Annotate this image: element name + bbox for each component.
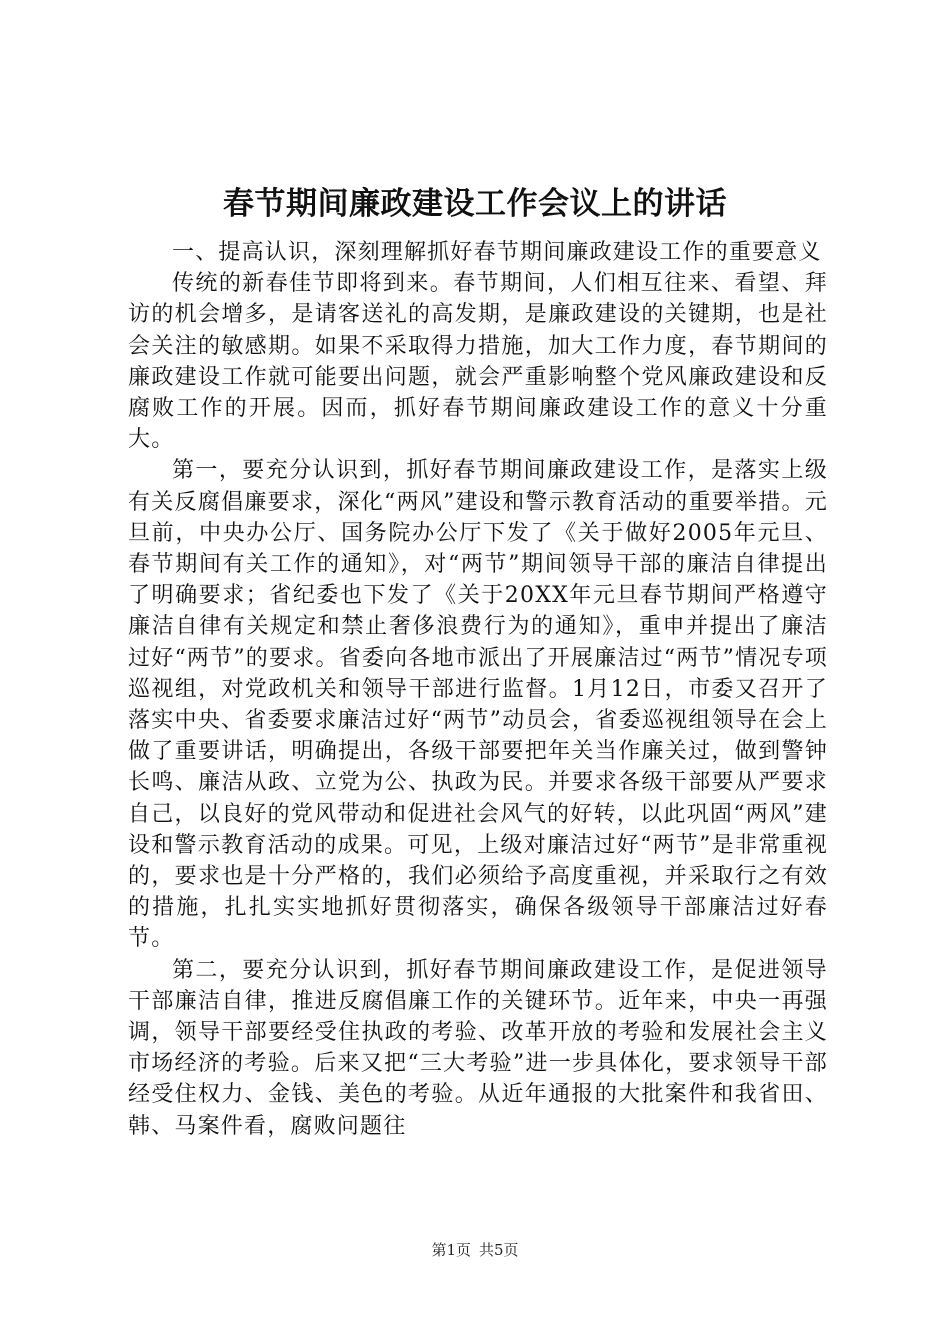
paragraph-intro: 传统的新春佳节即将到来。春节期间，人们相互往来、看望、拜访的机会增多，是请客送礼的高发期，是廉政建设的关键期，也是社会关注的敏感期。如果不采取得力措施，加大工作力度，春节期间的廉政建设工作就可能要出问题，就会严重影响整个党风廉政建设和反腐败工作的开展。因而，抓好春节期间廉政建设工作的意义十分重大。 [128,271,828,453]
section-heading: 一、提高认识，深刻理解抓好春节期间廉政建设工作的重要意义 [172,240,822,265]
paragraph-first-point: 第一，要充分认识到，抓好春节期间廉政建设工作，是落实上级有关反腐倡廉要求，深化“两风”建设和警示教育活动的重要举措。元旦前，中央办公厅、国务院办公厅下发了《关于做好2005年元旦、春节期间有关工作的通知》，对“两节”期间领导干部的廉洁自律提出了明确要求；省纪委也下发了《关于20XX年元旦春节期间严格遵守廉洁自律有关规定和禁止奢侈浪费行为的通知》，重申并提出了廉洁过好“两节”的要求。省委向各地市派出了开展廉洁过“两节”情况专项巡视组，对党政机关和领导干部进行监督。1月12日，市委又召开了落实中央、省委要求廉洁过好“两节”动员会，省委巡视组领导在会上做了重要讲话，明确提出，各级干部要把年关当作廉关过，做到警钟长鸣、廉洁从政、立党为公、执政为民。并要求各级干部要从严要求自己，以良好的党风带动和促进社会风气的好转，以此巩固“两风”建设和警示教育活动的成果。可见，上级对廉洁过好“两节”是非常重视的，要求也是十分严格的，我们必须给予高度重视，并采取行之有效的措施，扎扎实实地抓好贯彻落实，确保各级领导干部廉洁过好春节。 [128,458,828,952]
page-total: 共5页 [479,1241,519,1259]
document-body [128,237,828,1142]
page-footer [0,1240,950,1260]
page-number: 第1页 [431,1241,471,1259]
paragraph-second-point: 第二，要充分认识到，抓好春节期间廉政建设工作，是促进领导干部廉洁自律，推进反腐倡廉工作的关键环节。近年来，中央一再强调，领导干部要经受住执政的考验、改革开放的考验和发展社会主义市场经济的考验。后来又把“三大考验”进一步具体化，要求领导干部经受住权力、金钱、美色的考验。从近年通报的大批案件和我省田、韩、马案件看，腐败问题往 [128,957,828,1139]
document-title: 春节期间廉政建设工作会议上的讲话 [223,186,727,222]
